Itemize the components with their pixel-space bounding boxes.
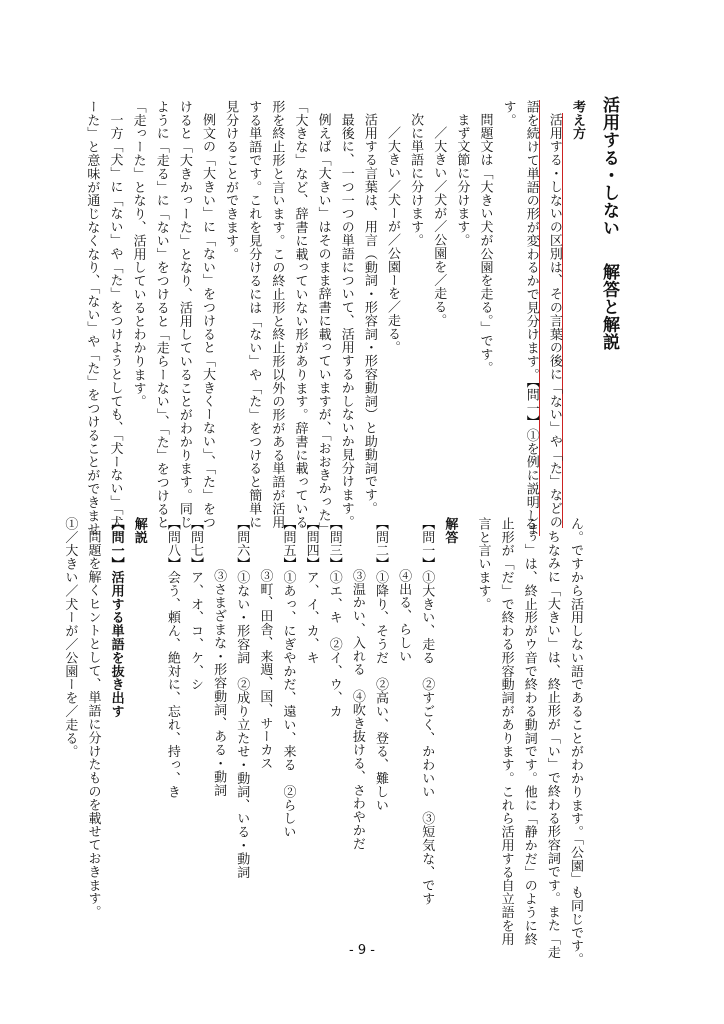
answer-line: ③町、田舎、来週、国、サーカス	[257, 569, 273, 770]
kangaekata-body-continued	[471, 517, 587, 967]
explanation-detail-line: ①／大きい／犬ーが／公園ーを／走る。	[62, 517, 78, 759]
explanation-line: 語を続けて単語の形が変わるかで見分けます。【問一】①を例に説明しま	[523, 100, 539, 536]
answer-line: ③さまざまな・形容動詞、ある・動詞	[211, 569, 227, 797]
explanation-line: ／大きい／犬ーが／公園ーを／走る。	[385, 126, 400, 354]
answer-line: 【問八】会う、頼ん、絶対に、忘れ、持っ、き	[164, 517, 180, 799]
explanation-detail-line: 【問一】活用する単語を抜き出す	[108, 517, 124, 718]
section-heading-kangaekata: 考え方	[570, 100, 585, 141]
explanation-line: ん。ですから活用しない語であることがわかります。「公園」も同じです。	[568, 517, 583, 967]
explanation-line: まず文節に分けます。	[454, 113, 470, 247]
explanation-line: 「大きな」など、辞書に載っていない形があります。辞書に載っている	[292, 100, 308, 529]
explanation-line: 一方「犬」に「ない」や「た」をつけようとしても、「犬ーない」「犬	[107, 113, 123, 529]
answer-line: 【問四】ア、イ、カ、キ	[303, 517, 319, 665]
explanation-line: ーた」と意味が通じなくなり、「ない」や「た」をつけることができませ	[84, 100, 100, 536]
explanation-line: 次に単語に分けます。	[408, 113, 424, 247]
explanation-line: ／大きい／犬が／公園を／走る。	[431, 126, 447, 327]
explanation-line: する単語です。これを見分けるには「ない」や「た」をつけると簡単に	[246, 100, 262, 529]
answers-list	[161, 517, 439, 917]
title-sub: 解答と解説	[599, 262, 619, 351]
section-heading-kaisetsu: 解説	[131, 517, 147, 544]
explanation-line: 活用する言葉は、用言（動詞・形容詞・形容動詞）と助動詞です。	[361, 113, 377, 515]
explanation-line: 止形が「だ」で終わる形容動詞があります。これら活用する自立語を用	[498, 517, 514, 946]
explanation-line: 言と言います。	[475, 517, 491, 611]
explanation-line: 活用する・しないの区別は、その言葉の後に「ない」や「た」などの	[546, 113, 562, 529]
page-title	[596, 96, 622, 351]
explanation-line: 問題文は「大きい犬が公園を走る。」です。	[477, 113, 493, 375]
answer-line: 【問七】ア、オ、コ、ケ、シ	[188, 517, 203, 692]
explanation-body	[58, 517, 127, 917]
explanation-line: す。	[500, 100, 516, 127]
explanation-line: 例文の「大きい」に「ない」をつけると「大きくーない」、「た」をつ	[200, 113, 215, 529]
explanation-detail-line: 問題を解くヒントとして、単語に分けたものを載せておきます。	[85, 530, 101, 919]
explanation-line: 例えば「大きい」はそのまま辞書に載っていますが、「おおきかった」	[315, 113, 331, 536]
lower-section	[58, 517, 587, 967]
explanation-line: 形を終止形と言います。この終止形と終止形以外の形がある単語が活用	[269, 100, 285, 529]
answer-line: ③温かい、入れる ④吹き抜ける、さわやかだ	[349, 569, 365, 851]
answer-line: 【問三】①エ、キ ②イ、ウ、カ	[326, 517, 342, 718]
explanation-line: 最後に、一つ一つの単語について、活用するかしないか見分けます。	[338, 113, 354, 529]
explanation-line: るぅ」は、終止形がウ音で終わる動詞です。他に「静かだ」のように終	[521, 517, 537, 946]
explanation-line: ように「走る」に「ない」をつけると「走らーない」、「た」をつけると	[153, 100, 169, 530]
answer-line: 【問二】①降り、そうだ ②高い、登る、難しい	[373, 517, 388, 812]
answer-line: 【問六】①ない・形容詞 ②成り立たせ・動詞、いる・動詞	[234, 517, 250, 879]
explanation-line: けると「大きかっーた」となり、活用していることがわかります。同じ	[176, 100, 192, 529]
explanation-line: 「走っーた」となり、活用しているとわかります。	[130, 100, 146, 409]
title-main: 活用する・しない	[599, 96, 619, 237]
explanation-line: 見分けることができます。	[223, 100, 239, 261]
answer-line: ④出る、らしい	[396, 569, 412, 663]
section-heading-kaitou: 解答	[442, 517, 458, 544]
explanation-line: ちなみに「大きい」は、終止形が「い」で終わる形容詞です。また「走	[544, 530, 560, 959]
answer-line: 【問一】①大きい、走る ②すごく、かわいい ③短気な、です	[419, 517, 435, 906]
page-number: - 9 -	[349, 943, 375, 958]
answer-line: 【問五】①あっ、にぎやかだ、遠い、来る ②らしい	[280, 517, 296, 839]
